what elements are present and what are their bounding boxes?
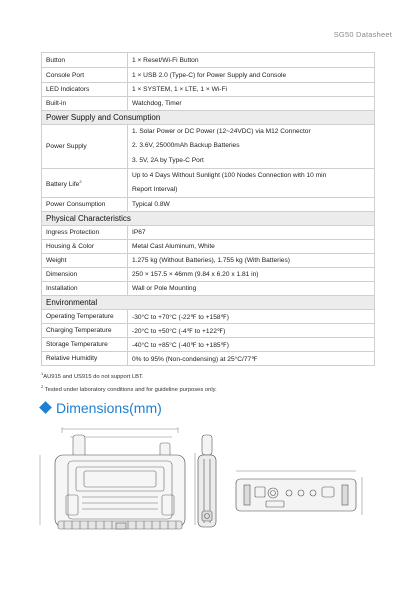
table-row bbox=[42, 97, 375, 111]
table-row bbox=[42, 226, 375, 240]
table-row bbox=[42, 53, 375, 68]
table-row bbox=[42, 68, 375, 83]
spec-label: Button bbox=[42, 53, 128, 68]
spec-value: 0% to 95% (Non-condensing) at 25°C/77℉ bbox=[128, 352, 375, 366]
power-supply-line: 1. Solar Power or DC Power (12~24VDC) via M12 Connector bbox=[132, 128, 311, 135]
spec-label bbox=[42, 168, 128, 198]
spec-value: -30°C to +70°C (-22℉ to +158℉) bbox=[128, 310, 375, 324]
spec-label: Storage Temperature bbox=[42, 338, 128, 352]
front-view-drawing bbox=[40, 427, 185, 529]
spec-value: IP67 bbox=[128, 226, 375, 240]
spec-value: 1 × USB 2.0 (Type-C) for Power Supply and Console bbox=[128, 68, 375, 83]
battery-life-line: Up to 4 Days Without Sunlight (100 Nodes Connection with 10 min bbox=[132, 171, 327, 179]
spec-label: Power Supply bbox=[42, 125, 128, 169]
footnote-ref: 2 bbox=[79, 178, 82, 184]
spec-value bbox=[128, 168, 375, 198]
footnote-number: 1 bbox=[41, 371, 44, 376]
spec-label: Built-in bbox=[42, 97, 128, 111]
dimension-drawings bbox=[0, 425, 416, 545]
spec-label: Dimension bbox=[42, 268, 128, 282]
document-header: SG50 Datasheet bbox=[333, 30, 392, 39]
dimensions-title: Dimensions(mm) bbox=[56, 400, 162, 416]
spec-label: LED Indicators bbox=[42, 83, 128, 97]
footnotes bbox=[41, 369, 217, 395]
table-row bbox=[42, 240, 375, 254]
table-row bbox=[42, 338, 375, 352]
section-heading-physical: Physical Characteristics bbox=[42, 212, 375, 226]
spec-label: Power Consumption bbox=[42, 198, 128, 212]
table-row bbox=[42, 268, 375, 282]
battery-life-line: Report Interval) bbox=[132, 186, 178, 194]
table-row bbox=[42, 125, 375, 169]
table-row bbox=[42, 168, 375, 198]
power-supply-line: 3. 5V, 2A by Type-C Port bbox=[132, 156, 204, 164]
spec-label: Weight bbox=[42, 254, 128, 268]
spec-label: Housing & Color bbox=[42, 240, 128, 254]
spec-label: Console Port bbox=[42, 68, 128, 83]
dimensions-heading bbox=[41, 400, 162, 416]
spec-label: Operating Temperature bbox=[42, 310, 128, 324]
footnote-text: AU915 and US915 do not support LBT. bbox=[43, 373, 144, 380]
power-supply-line: 2. 3.6V, 25000mAh Backup Batteries bbox=[132, 142, 240, 150]
spec-value: 1 × SYSTEM, 1 × LTE, 1 × Wi-Fi bbox=[128, 83, 375, 97]
section-heading-row bbox=[42, 212, 375, 226]
spec-table bbox=[41, 52, 375, 366]
section-heading-power: Power Supply and Consumption bbox=[42, 111, 375, 125]
table-row bbox=[42, 352, 375, 366]
footnote-text: Tested under laboratory conditions and for guideline purposes only. bbox=[43, 386, 217, 393]
spec-label: Installation bbox=[42, 282, 128, 296]
spec-value: 1.275 kg (Without Batteries), 1.755 kg (With Batteries) bbox=[128, 254, 375, 268]
table-row bbox=[42, 310, 375, 324]
footnote-2 bbox=[41, 382, 217, 395]
battery-life-label: Battery Life bbox=[46, 180, 80, 188]
spec-value: -20°C to +50°C (-4℉ to +122℉) bbox=[128, 324, 375, 338]
footnote-number: 2 bbox=[41, 383, 44, 389]
spec-value: Watchdog, Timer bbox=[128, 97, 375, 111]
table-row bbox=[42, 324, 375, 338]
section-heading-environmental: Environmental bbox=[42, 296, 375, 310]
section-heading-row bbox=[42, 296, 375, 310]
footnote-1 bbox=[41, 369, 217, 382]
spec-value: Wall or Pole Mounting bbox=[128, 282, 375, 296]
spec-value: Typical 0.8W bbox=[128, 198, 375, 212]
bottom-view-drawing bbox=[236, 471, 362, 515]
spec-label: Relative Humidity bbox=[42, 352, 128, 366]
table-row bbox=[42, 198, 375, 212]
spec-label: Charging Temperature bbox=[42, 324, 128, 338]
spec-value: 250 × 157.5 × 46mm (9.84 x 6.20 x 1.81 in) bbox=[128, 268, 375, 282]
table-row bbox=[42, 83, 375, 97]
diamond-icon bbox=[39, 401, 52, 414]
table-row bbox=[42, 282, 375, 296]
section-heading-row bbox=[42, 111, 375, 125]
spec-label: Ingress Protection bbox=[42, 226, 128, 240]
spec-value: Metal Cast Aluminum, White bbox=[128, 240, 375, 254]
side-view-drawing bbox=[195, 435, 216, 527]
spec-value: -40°C to +85°C (-40℉ to +185℉) bbox=[128, 338, 375, 352]
spec-value bbox=[128, 125, 375, 169]
table-row bbox=[42, 254, 375, 268]
spec-value: 1 × Reset/Wi-Fi Button bbox=[128, 53, 375, 68]
